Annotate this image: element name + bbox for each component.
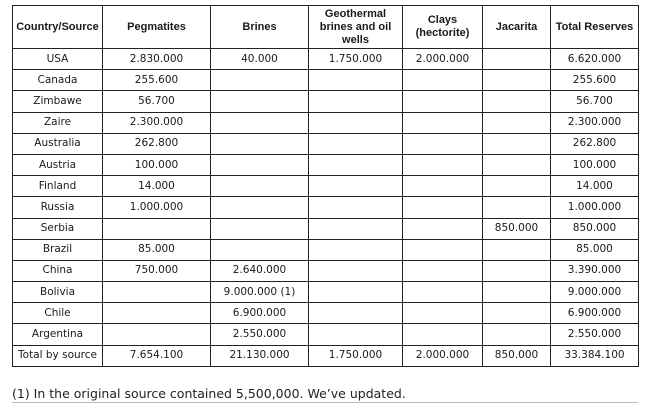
cell-total: 255.600 — [551, 70, 639, 91]
cell-pegmatites — [103, 218, 211, 239]
cell-jacarita — [483, 324, 551, 345]
cell-pegmatites — [103, 324, 211, 345]
cell-brines — [211, 70, 309, 91]
cell-clays — [403, 176, 483, 197]
header-total-reserves: Total Reserves — [551, 6, 639, 49]
cell-geothermal — [309, 176, 403, 197]
cell-clays — [403, 239, 483, 260]
cell-geothermal — [309, 197, 403, 218]
cell-clays — [403, 282, 483, 303]
cell-total: 14.000 — [551, 176, 639, 197]
cell-total: 3.390.000 — [551, 260, 639, 281]
table-total-row — [13, 345, 639, 366]
cell-geothermal — [309, 282, 403, 303]
header-pegmatites: Pegmatites — [103, 6, 211, 49]
cell-geothermal — [309, 112, 403, 133]
cell-geothermal — [309, 303, 403, 324]
cell-pegmatites: 56.700 — [103, 91, 211, 112]
cell-geothermal — [309, 260, 403, 281]
cell-geothermal — [309, 324, 403, 345]
cell-pegmatites: 100.000 — [103, 154, 211, 175]
cell-total: 2.550.000 — [551, 324, 639, 345]
header-clays: Clays (hectorite) — [403, 6, 483, 49]
table-row — [13, 282, 639, 303]
cell-total: 100.000 — [551, 154, 639, 175]
table-row — [13, 154, 639, 175]
cell-jacarita — [483, 49, 551, 70]
cell-pegmatites — [103, 282, 211, 303]
cell-pegmatites: 7.654.100 — [103, 345, 211, 366]
cell-pegmatites — [103, 303, 211, 324]
cell-country: Argentina — [13, 324, 103, 345]
cell-brines — [211, 197, 309, 218]
table-header-row — [13, 6, 639, 49]
cell-brines — [211, 133, 309, 154]
cell-pegmatites: 1.000.000 — [103, 197, 211, 218]
cell-brines — [211, 112, 309, 133]
header-brines: Brines — [211, 6, 309, 49]
cell-total: 56.700 — [551, 91, 639, 112]
table-row — [13, 70, 639, 91]
cell-geothermal: 1.750.000 — [309, 345, 403, 366]
cell-brines: 21.130.000 — [211, 345, 309, 366]
cell-jacarita — [483, 91, 551, 112]
cell-geothermal — [309, 218, 403, 239]
cell-jacarita — [483, 260, 551, 281]
cell-total: 2.300.000 — [551, 112, 639, 133]
table-row — [13, 218, 639, 239]
cell-geothermal: 1.750.000 — [309, 49, 403, 70]
header-jacarita: Jacarita — [483, 6, 551, 49]
cell-total: 9.000.000 — [551, 282, 639, 303]
cell-brines — [211, 154, 309, 175]
cell-country: Canada — [13, 70, 103, 91]
cell-geothermal — [309, 91, 403, 112]
cell-clays — [403, 218, 483, 239]
header-country-source: Country/Source — [13, 6, 103, 49]
table-row — [13, 176, 639, 197]
cell-country: Bolivia — [13, 282, 103, 303]
table-row — [13, 303, 639, 324]
cell-brines — [211, 239, 309, 260]
cell-brines — [211, 176, 309, 197]
cell-geothermal — [309, 239, 403, 260]
cell-brines: 6.900.000 — [211, 303, 309, 324]
cell-total: 1.000.000 — [551, 197, 639, 218]
cell-clays — [403, 70, 483, 91]
cell-jacarita — [483, 133, 551, 154]
cell-pegmatites: 750.000 — [103, 260, 211, 281]
cell-clays — [403, 133, 483, 154]
cell-brines: 40.000 — [211, 49, 309, 70]
table-row — [13, 112, 639, 133]
cell-brines: 2.640.000 — [211, 260, 309, 281]
cell-clays: 2.000.000 — [403, 345, 483, 366]
cell-brines — [211, 91, 309, 112]
lithium-reserves-table — [12, 5, 639, 367]
cell-country: Australia — [13, 133, 103, 154]
cell-brines: 2.550.000 — [211, 324, 309, 345]
cell-jacarita — [483, 239, 551, 260]
cell-pegmatites: 262.800 — [103, 133, 211, 154]
cell-clays — [403, 154, 483, 175]
cell-pegmatites: 85.000 — [103, 239, 211, 260]
table-row — [13, 133, 639, 154]
table-row — [13, 324, 639, 345]
table-row — [13, 260, 639, 281]
cell-total: 262.800 — [551, 133, 639, 154]
cell-jacarita — [483, 70, 551, 91]
cell-total: 850.000 — [551, 218, 639, 239]
cell-clays — [403, 112, 483, 133]
cell-country: China — [13, 260, 103, 281]
cell-country: Russia — [13, 197, 103, 218]
cell-pegmatites: 2.830.000 — [103, 49, 211, 70]
footnote-divider — [12, 402, 638, 403]
table-row — [13, 49, 639, 70]
cell-country: Serbia — [13, 218, 103, 239]
cell-total: 6.620.000 — [551, 49, 639, 70]
cell-pegmatites: 2.300.000 — [103, 112, 211, 133]
cell-clays — [403, 303, 483, 324]
cell-pegmatites: 255.600 — [103, 70, 211, 91]
cell-country: USA — [13, 49, 103, 70]
cell-jacarita: 850.000 — [483, 345, 551, 366]
cell-jacarita — [483, 282, 551, 303]
cell-jacarita — [483, 197, 551, 218]
footnote: (1) In the original source contained 5,500,000. We’ve updated. — [12, 386, 406, 401]
cell-jacarita — [483, 303, 551, 324]
cell-clays — [403, 91, 483, 112]
cell-geothermal — [309, 154, 403, 175]
cell-country: Finland — [13, 176, 103, 197]
cell-total: 85.000 — [551, 239, 639, 260]
table-row — [13, 197, 639, 218]
cell-brines — [211, 218, 309, 239]
cell-jacarita — [483, 154, 551, 175]
table-row — [13, 91, 639, 112]
cell-country: Brazil — [13, 239, 103, 260]
cell-country: Zimbawe — [13, 91, 103, 112]
cell-total: 6.900.000 — [551, 303, 639, 324]
table-body — [13, 49, 639, 367]
table-row — [13, 239, 639, 260]
cell-jacarita — [483, 112, 551, 133]
cell-total: 33.384.100 — [551, 345, 639, 366]
cell-clays: 2.000.000 — [403, 49, 483, 70]
header-geothermal: Geothermal brines and oil wells — [309, 6, 403, 49]
cell-clays — [403, 197, 483, 218]
reserves-table-container — [12, 5, 638, 367]
cell-jacarita: 850.000 — [483, 218, 551, 239]
cell-pegmatites: 14.000 — [103, 176, 211, 197]
cell-country: Chile — [13, 303, 103, 324]
cell-country: Austria — [13, 154, 103, 175]
cell-country: Total by source — [13, 345, 103, 366]
cell-country: Zaire — [13, 112, 103, 133]
cell-clays — [403, 324, 483, 345]
cell-geothermal — [309, 133, 403, 154]
cell-brines: 9.000.000 (1) — [211, 282, 309, 303]
cell-jacarita — [483, 176, 551, 197]
cell-clays — [403, 260, 483, 281]
cell-geothermal — [309, 70, 403, 91]
